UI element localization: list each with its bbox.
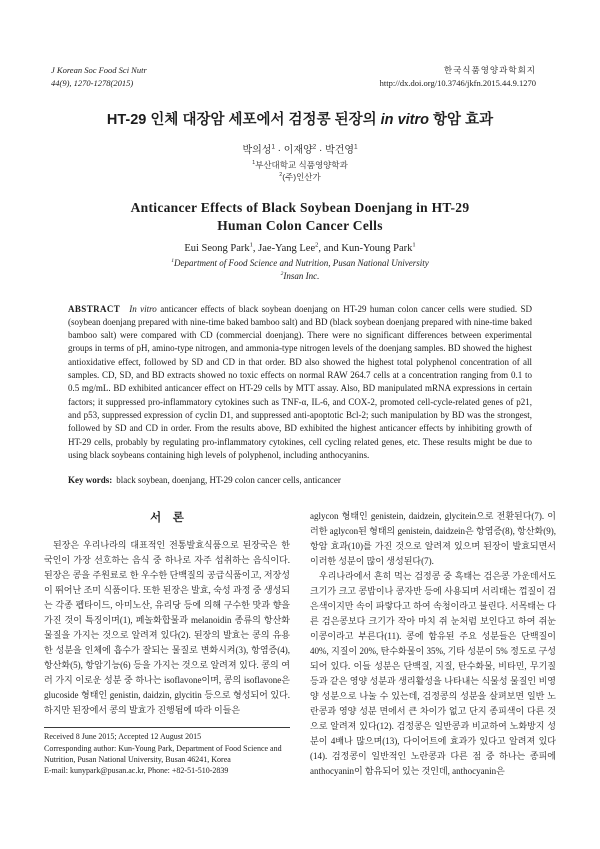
authors-korean [44,141,556,156]
title-en-line2: Human Colon Cancer Cells [217,217,383,233]
affil-en-2-text: Insan Inc. [283,270,320,281]
body-columns [44,509,556,779]
abstract-body-text: anticancer effects of black soybean doenjang on HT-29 human colon cancer cells were studied. SD (soybean doenjang prepared with nine-time baked bamboo salt) and BD (black soybean doenjang prepared with nine-time baked bamboo salt) were compared with CD (commercial doenjang). There were no significant differences between experimental groups in terms of pH, amino-type nitrogen, and ammonia-type nitrogen levels of the doenjang samples. BD showed the highest antioxidative effect, followed by SD and CD in that order. BD also showed the highest total polyphenol concentration of all samples. CD, SD, and BD extracts showed no toxic effects on normal RAW 264.7 cells at a concentration ranging from 0.1 to 0.5 mg/mL. BD exhibited anticancer effect on HT-29 cells by MTT assay. Also, BD manipulated mRNA expressions in certain factors; it suppressed pro-inflammatory cytokines such as TNF-α, IL-6, and COX-2, promoted cell-cycle-related genes of p21, and p53, suppressed expression of cyclin D1, and suppressed anti-apoptotic Bcl-2; such manipulation by BD was the strongest, followed by SD and CD in order. From the results above, BD exhibited the highest anticancer effects by inhibiting growth of HT-29 cells, probably by regulating pro-inflammatory cytokines, cell cycling related genes, etc. These results might be due to using black soybeans containing high levels of polyphenol, including anthocyanins. [68,303,532,460]
author-separator: · [274,144,284,156]
author-ko-2: 이재양 [283,144,313,156]
footnote-block [44,727,290,777]
contact-info: E-mail: kunypark@pusan.ac.kr, Phone: +82-51-510-2839 [44,766,229,776]
title-en-line1: Anticancer Effects of Black Soybean Doenjang in HT-29 [130,200,470,216]
journal-citation [51,64,147,90]
affiliations-english [44,257,556,282]
author-en-3-affil-mark: 1 [412,241,416,249]
author-en-1: Eui Seong Park [184,243,250,255]
doi-url: http://dx.doi.org/10.3746/jkfn.2015.44.9.1270 [379,78,536,89]
corresponding-author-info: Corresponding author: Kun-Young Park, Department of Food Science and Nutrition, Pusan National University, Busan 46241, Korea [44,743,282,764]
affiliation-ko-1 [44,159,556,172]
affil-ko-1-mark: 1 [252,159,256,166]
abstract-lead-italic: In vitro [129,303,157,314]
right-column [310,509,556,779]
introduction-paragraph-1-continued: aglycon 형태인 genistein, daidzein, glycitein으로 전환된다(7). 이러한 aglycon된 형태의 genistein, daidzein은 항염증(8), 항산화(9), 항암 효과(10)를 가진 것으로 알려져 있으며 된장이 발효되면서 이러한 성분이 많이 생성된다(7). [310,511,556,567]
author-en-2-affil-mark: 2 [315,241,319,249]
abstract-section [68,303,532,463]
author-en-3: Kun-Young Park [341,243,413,255]
author-ko-1: 박의성 [242,144,272,156]
affiliation-ko-2 [44,171,556,184]
affil-ko-2-text: (주)인산가 [282,172,321,183]
journal-masthead [44,64,556,90]
keywords-list: black soybean, doenjang, HT-29 colon cancer cells, anticancer [116,475,341,486]
affil-ko-1-text: 부산대학교 식품영양학과 [255,159,348,170]
authors-english [44,243,556,254]
received-accepted-dates: Received 8 June 2015; Accepted 12 August 2015 [44,732,202,742]
affil-en-1-text: Department of Food Science and Nutrition, Pusan National University [174,258,429,269]
introduction-paragraph-1: 된장은 우리나라의 대표적인 전통발효식품으로 된장국은 한국인이 가장 선호하는 음식 중 하나로 자주 섭취하는 음식이다. 된장은 콩을 주원료로 한 우수한 단백질의 공급식품이고, 저장성이 뛰어난 조미 식품이다. 또한 된장은 발효, 숙성 과정 중 생성되는 각종 펩타이드, 아미노산, 유리당 등에 의해 구수한 맛과 향을 가진 것이 특징이며(1), 페놀화합물과 melanoidin 종류의 항산화 물질을 가지는 것으로 알려져 있다(2). 된장의 발효는 콩의 유용한 성분을 인체에 흡수가 잘되는 물질로 변화시켜(3), 항염증(4), 항산화(5), 항암기능(6) 등을 가지는 것으로 알려져 있다. 콩의 여러 가지 이로운 성분 중 하나는 isoflavone이며, 콩의 isoflavone은 glucoside 형태인 genistin, daidzin, glycitin 등으로 형성되어 있다. 하지만 된장에서 콩의 발효가 진행됨에 따라 이들은 [44,540,290,716]
title-ko-italic-term: in vitro [380,112,429,129]
author-en-separator: , [252,243,259,255]
left-column [44,509,290,778]
affil-en-2-mark: 2 [280,270,284,277]
journal-name: J Korean Soc Food Sci Nutr [51,65,147,75]
introduction-paragraph-2: 우리나라에서 흔히 먹는 검정콩 중 흑태는 검은콩 가운데서도 크기가 크고 콩밥이나 콩자반 등에 사용되며 서리태는 껍질이 검은색이지만 속이 파랗다고 하여 속청이라고 불린다. 서목태는 다른 검은콩보다 크기가 작아 마치 쥐 눈처럼 보인다고 하여 쥐눈이콩이라고 부른다(11). 콩에 함유된 주요 성분들은 단백질이 40%, 지질이 20%, 탄수화물이 35%, 기타 성분이 5% 정도로 구성되어 있다. 이들 성분은 단백질, 지질, 탄수화물, 비타민, 무기질 등과 같은 영양 성분과 생리활성을 나타내는 식물성 물질인 비영양 성분으로 나눌 수 있는데, 검정콩의 성분을 살펴보면 일반 노란콩과 영양 성분 면에서 큰 차이가 없고 단지 종피색이 다른 것으로 알려져 있다(12). 검정콩은 일반콩과 비교하여 노화방지 성분이 4배나 많으며(13), 다이어트에 효과가 있다고 알려져 있다(14). 검정콩이 일반적인 노란콩과 다른 점 중 하나는 종피에 anthocyanin이 함유되어 있는 것인데, anthocyanin은 [310,571,556,777]
title-ko-prefix: HT-29 인체 대장암 세포에서 검정콩 된장의 [106,112,381,129]
author-ko-3-affil-mark: 1 [354,143,358,151]
author-en-separator: , and [318,243,342,255]
article-title-korean [44,112,556,129]
journal-volume-pages: 44(9), 1270-1278(2015) [51,78,134,89]
keywords-section [68,475,532,485]
abstract-label: ABSTRACT [68,303,121,314]
journal-society-doi [380,64,536,90]
author-separator: · [316,144,326,156]
affiliation-en-1 [44,257,556,270]
affil-ko-2-mark: 2 [279,172,283,179]
keywords-label: Key words: [68,475,113,486]
author-ko-1-affil-mark: 1 [271,143,275,151]
introduction-heading: 서 론 [150,512,184,525]
affiliations-korean [44,159,556,185]
author-en-2: Jae-Yang Lee [258,243,316,255]
affil-en-1-mark: 1 [171,258,175,265]
author-ko-2-affil-mark: 2 [312,143,317,151]
affiliation-en-2 [44,270,556,283]
society-name-korean: 한국식품영양과학회지 [443,65,536,75]
article-title-english [44,199,556,234]
title-ko-suffix: 항암 효과 [429,112,494,129]
author-en-1-affil-mark: 1 [249,241,253,249]
author-ko-3: 박건영 [325,144,355,156]
